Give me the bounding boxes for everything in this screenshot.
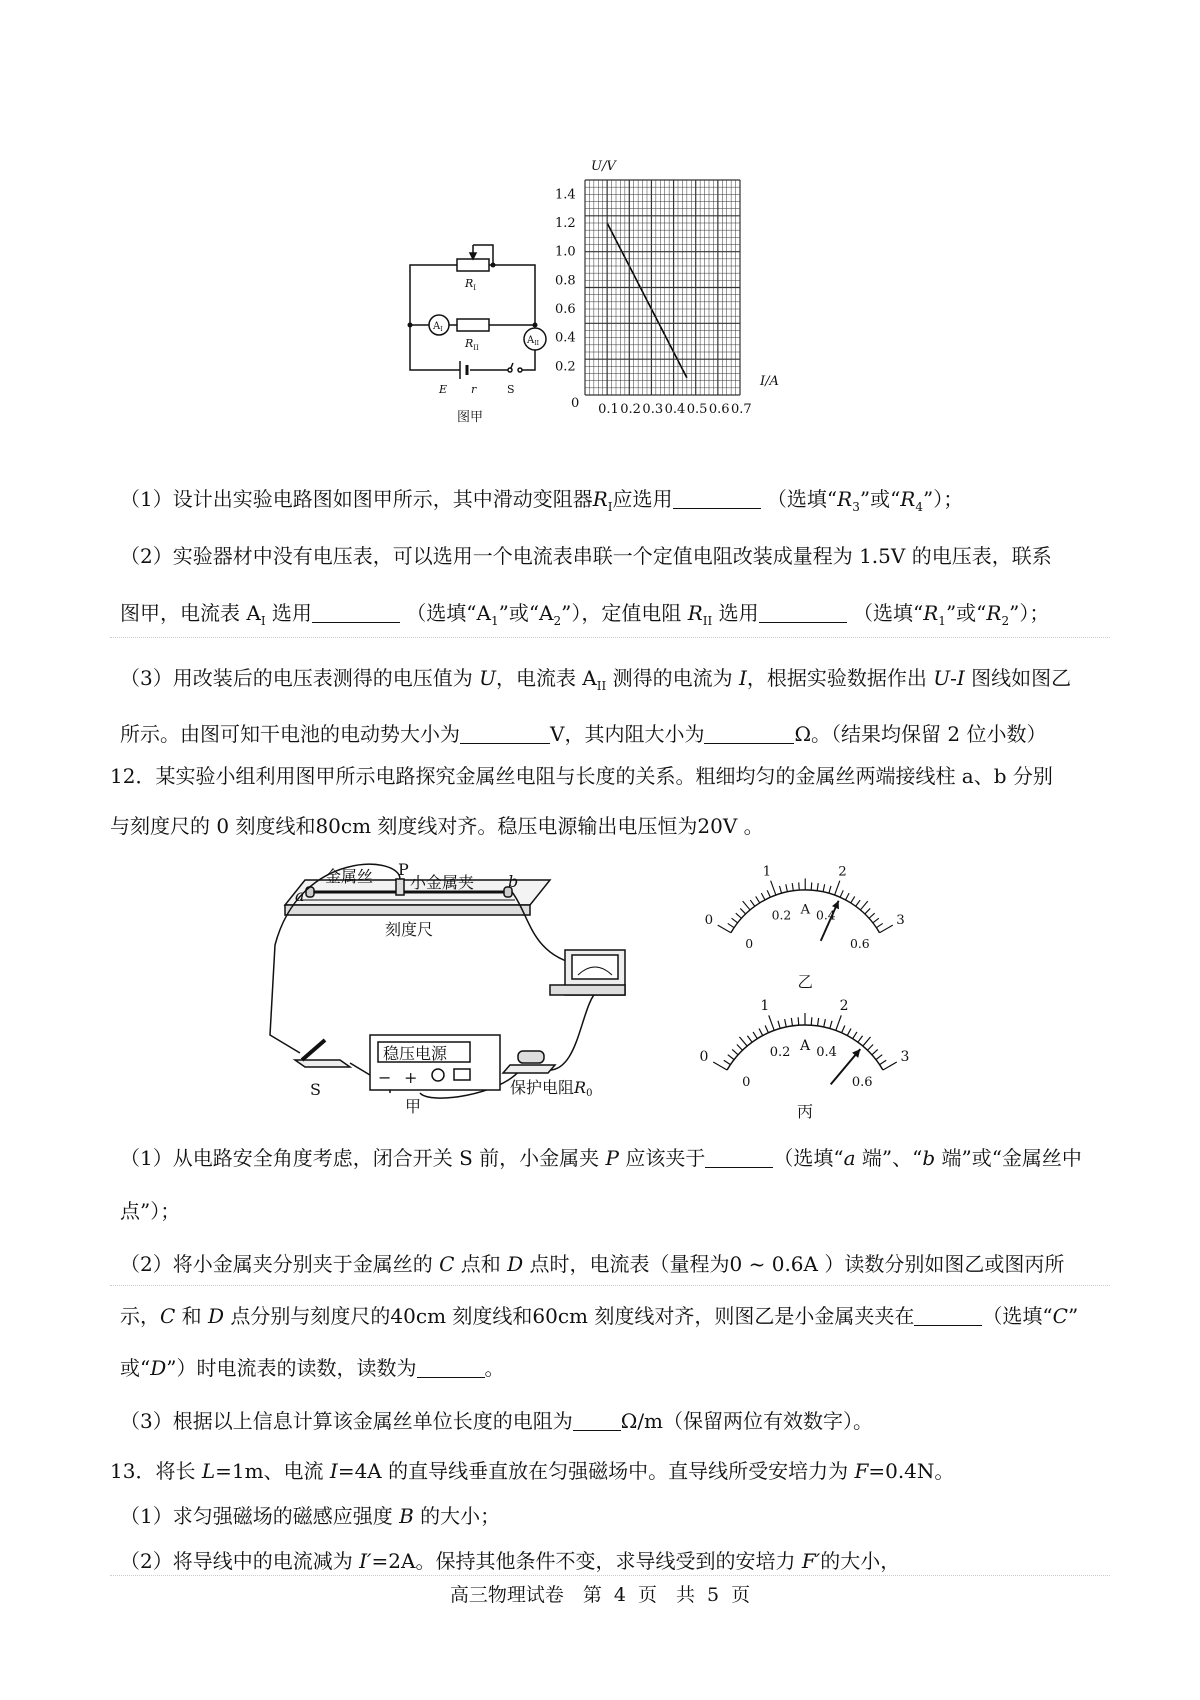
dial-tick bbox=[876, 1055, 882, 1060]
a2-label: A bbox=[527, 335, 535, 346]
dial-tick bbox=[728, 1055, 734, 1060]
svg-text:RII: $R_{II}$ bbox=[465, 337, 479, 352]
q12-intro-line1: 12．某实验小组利用图甲所示电路探究金属丝电阻与长度的关系。粗细均匀的金属丝两端接线柱 a、b 分别 bbox=[110, 764, 1053, 788]
q13-intro: 13．将长 L=1m、电流 I=4A 的直导线垂直放在匀强磁场中。直导线所受安培力为 F=0.4N。 bbox=[110, 1459, 955, 1483]
dial-top-label: 1 bbox=[762, 864, 772, 880]
end-b-label: b bbox=[508, 872, 519, 891]
experiment-setup-jia bbox=[280, 855, 680, 1115]
dial-tick bbox=[824, 1019, 826, 1027]
q12-part1-line1: （1）从电路安全角度考虑，闭合开关 S 前，小金属夹 P 应该夹于 （选填“a 端”、“b 端”或“金属丝中 bbox=[120, 1146, 1082, 1170]
dial-tick bbox=[713, 1062, 727, 1070]
dial-tick bbox=[778, 1021, 780, 1029]
dial-tick bbox=[851, 896, 855, 902]
dial-bottom-label: 0.4 bbox=[816, 1045, 837, 1061]
origin-label: 0 bbox=[571, 396, 580, 411]
dial-tick bbox=[750, 900, 754, 906]
dial-top-label: 2 bbox=[839, 997, 849, 1014]
x-tick-label: 0.1 bbox=[598, 402, 619, 417]
dial-tick bbox=[759, 1028, 763, 1035]
dial-tick bbox=[724, 1060, 731, 1064]
x-tick-label: 0.4 bbox=[664, 402, 686, 417]
q11-part2-line1: （2）实验器材中没有电压表，可以选用一个电流表串联一个定值电阻改装成量程为 1.5V 的电压表，联系 bbox=[120, 544, 1052, 568]
y-tick-label: 1.2 bbox=[555, 216, 576, 231]
x-tick-label: 0.2 bbox=[620, 402, 641, 417]
psu-minus: − bbox=[378, 1068, 392, 1087]
dial-tick bbox=[799, 882, 800, 890]
dial-caption: 乙 bbox=[797, 973, 813, 992]
answer-blank[interactable] bbox=[417, 1357, 485, 1378]
svg-text:AII: $A_{II}$ bbox=[527, 335, 539, 347]
dial-tick bbox=[798, 1017, 799, 1025]
dial-tick bbox=[769, 1015, 774, 1030]
q13-part1: （1）求匀强磁场的磁感应强度 B 的大小； bbox=[120, 1504, 501, 1528]
dial-tick bbox=[865, 908, 870, 913]
y-tick-label: 0.2 bbox=[555, 359, 576, 375]
dial-tick bbox=[732, 918, 738, 923]
answer-blank[interactable] bbox=[312, 602, 400, 623]
dial-tick bbox=[753, 1032, 757, 1039]
dial-caption: 丙 bbox=[797, 1102, 814, 1121]
dial-tick bbox=[817, 883, 818, 891]
dial-tick bbox=[840, 890, 843, 897]
circuit-diagram-jia bbox=[395, 235, 555, 430]
x-tick-label: 0.7 bbox=[731, 402, 752, 417]
dial-tick bbox=[718, 925, 731, 933]
dial-tick bbox=[732, 1049, 738, 1054]
internal-r-label: r bbox=[471, 383, 477, 396]
dial-tick bbox=[736, 913, 742, 918]
dial-tick bbox=[740, 908, 745, 913]
dial-tick bbox=[792, 883, 793, 891]
dial-tick bbox=[856, 900, 860, 906]
dial-tick bbox=[818, 1018, 819, 1026]
y-tick-label: 1.4 bbox=[555, 187, 576, 203]
chart-plot-area bbox=[585, 180, 740, 395]
clip-p-label: P bbox=[398, 860, 409, 879]
protect-resistor-label: 保护电阻R0 bbox=[510, 1078, 593, 1099]
dial-tick bbox=[743, 901, 750, 910]
circuit-caption: 图甲 bbox=[457, 410, 484, 425]
dial-tick bbox=[779, 886, 781, 893]
q11-part3-line1: （3）用改装后的电压表测得的电压值为 U，电流表 $A_{II}$ 测得的电流为 I，根据实验数据作出 U-I 图线如图乙 bbox=[120, 666, 1072, 693]
dial-tick bbox=[876, 923, 882, 927]
dial-bottom-label: 0.6 bbox=[849, 936, 870, 952]
dial-bottom-label: 0.2 bbox=[771, 907, 792, 923]
ammeter-dial-yi bbox=[705, 825, 915, 990]
switch-label: S bbox=[507, 383, 515, 396]
q11-part3-line2: 所示。由图可知干电池的电动势大小为 V，其内阻大小为 Ω。（结果均保留 2 位小数） bbox=[120, 722, 1047, 746]
q12-part2-line3: 或“D”）时电流表的读数，读数为 。 bbox=[120, 1356, 505, 1380]
dial-tick bbox=[830, 1021, 832, 1029]
dial-top-label: 2 bbox=[838, 864, 847, 880]
end-a-label: a bbox=[295, 886, 305, 905]
dial-tick bbox=[880, 1060, 887, 1064]
q11-part2-line2: 图甲，电流表 $A_I$ 选用 （选填“$A_1$”或“$A_2$”），定值电阻 $R_{II}$ 选用 （选填“$R_1$”或“$R_2$”）； bbox=[120, 601, 1050, 628]
emf-label: E bbox=[439, 383, 448, 396]
q11-part1: （1）设计出实验电路图如图甲所示，其中滑动变阻器$R_I$应选用 （选填“$R_3$”或“$R_4$”）； bbox=[120, 487, 964, 514]
dial-bottom-label: 0.4 bbox=[815, 907, 836, 923]
answer-blank[interactable] bbox=[704, 723, 794, 744]
ammeter-dial-bing bbox=[699, 985, 915, 1121]
dial-tick bbox=[853, 1032, 857, 1039]
dial-unit: A bbox=[800, 902, 811, 918]
dial-tick bbox=[836, 1015, 841, 1030]
y-axis-label: U/V bbox=[591, 159, 616, 174]
q12-part1-line2: 点”）； bbox=[120, 1199, 181, 1223]
dial-tick bbox=[847, 1028, 851, 1035]
dial-tick bbox=[872, 1049, 878, 1054]
dial-tick bbox=[739, 1037, 747, 1046]
dial-tick bbox=[835, 881, 840, 895]
wire-label: 金属丝 bbox=[325, 867, 374, 886]
dial-tick bbox=[786, 884, 788, 891]
r2-label: R bbox=[465, 337, 474, 350]
page-footer: 高三物理试卷 第 4 页 共 5 页 bbox=[449, 1584, 751, 1606]
dial-tick bbox=[829, 886, 831, 893]
psu-label: 稳压电源 bbox=[383, 1044, 448, 1063]
dial-bottom-label: 0 bbox=[742, 1075, 751, 1090]
dial-tick bbox=[811, 882, 812, 890]
y-tick-label: 0.6 bbox=[555, 302, 576, 317]
dial-top-label: 1 bbox=[760, 997, 770, 1014]
y-tick-label: 0.4 bbox=[555, 330, 576, 346]
svg-text:AI: $A_I$ bbox=[433, 321, 443, 333]
dial-tick bbox=[756, 896, 760, 902]
x-tick-label: 0.5 bbox=[686, 402, 708, 417]
q13-part2: （2）将导线中的电流减为 I′=2A。保持其他条件不变，求导线受到的安培力 F′的大小， bbox=[120, 1549, 901, 1573]
dial-tick bbox=[811, 1017, 812, 1025]
q12-part2-line1: （2）将小金属夹分别夹于金属丝的 C 点和 D 点时，电流表（量程为0 ~ 0.6A ）读数分别如图乙或图丙所 bbox=[120, 1252, 1065, 1276]
svg-text:RI: $R_I$ bbox=[465, 277, 477, 292]
dial-tick bbox=[761, 893, 765, 900]
a1-label: A bbox=[433, 321, 441, 332]
ruler-label: 刻度尺 bbox=[385, 920, 434, 939]
x-tick-label: 0.6 bbox=[708, 402, 730, 417]
dial-tick bbox=[737, 1045, 743, 1051]
dial-top-label: 0 bbox=[699, 1049, 709, 1065]
dial-tick bbox=[846, 893, 850, 900]
dial-tick bbox=[791, 1018, 792, 1026]
dial-tick bbox=[858, 1036, 863, 1042]
y-tick-label: 0.8 bbox=[555, 273, 576, 289]
x-tick-label: 0.3 bbox=[642, 402, 664, 417]
dial-tick bbox=[880, 925, 893, 933]
q12-part3: （3）根据以上信息计算该金属丝单位长度的电阻为 Ω/m（保留两位有效数字）。 bbox=[120, 1409, 874, 1433]
dial-tick bbox=[868, 1045, 874, 1051]
dial-bottom-label: 0.2 bbox=[769, 1045, 791, 1061]
answer-blank[interactable] bbox=[705, 1147, 773, 1168]
dial-tick bbox=[728, 923, 734, 927]
answer-blank[interactable] bbox=[460, 723, 550, 744]
dial-tick bbox=[765, 1025, 768, 1032]
chart-grid bbox=[585, 180, 740, 395]
dial-tick bbox=[883, 1062, 897, 1070]
dial-top-label: 3 bbox=[900, 1049, 910, 1065]
dial-bottom-label: 0.6 bbox=[851, 1075, 873, 1090]
clip-label: 小金属夹 bbox=[410, 873, 475, 892]
dial-tick bbox=[842, 1025, 845, 1032]
dial-tick bbox=[863, 1037, 871, 1046]
psu-plus: + bbox=[404, 1068, 418, 1087]
ui-graph bbox=[540, 150, 780, 455]
dial-tick bbox=[869, 913, 875, 918]
setup-caption: 甲 bbox=[405, 1097, 422, 1116]
dial-top-label: 3 bbox=[896, 913, 905, 929]
answer-blank[interactable] bbox=[673, 488, 761, 509]
dial-tick bbox=[747, 1036, 752, 1042]
switch-s-label: S bbox=[310, 1080, 321, 1099]
dial-tick bbox=[767, 890, 770, 897]
dial-tick bbox=[785, 1019, 787, 1027]
answer-blank[interactable] bbox=[573, 1410, 621, 1431]
answer-blank[interactable] bbox=[914, 1305, 982, 1326]
dial-top-label: 0 bbox=[704, 913, 714, 929]
dial-tick bbox=[860, 901, 867, 910]
answer-blank[interactable] bbox=[759, 602, 847, 623]
y-tick-label: 1.0 bbox=[555, 244, 576, 260]
dial-bottom-label: 0 bbox=[745, 936, 754, 952]
q12-part2-line2: 示，C 和 D 点分别与刻度尺的40cm 刻度线和60cm 刻度线对齐，则图乙是小金属夹夹在 （选填“C” bbox=[120, 1304, 1079, 1328]
r1-label: R bbox=[465, 277, 474, 290]
x-axis-label: I/A bbox=[760, 374, 779, 389]
dial-unit: A bbox=[800, 1038, 811, 1054]
q12-intro-line2: 与刻度尺的 0 刻度线和80cm 刻度线对齐。稳压电源输出电压恒为20V 。 bbox=[110, 814, 764, 838]
dial-tick bbox=[771, 881, 776, 895]
dial-tick bbox=[873, 918, 879, 923]
dial-tick bbox=[823, 884, 825, 891]
